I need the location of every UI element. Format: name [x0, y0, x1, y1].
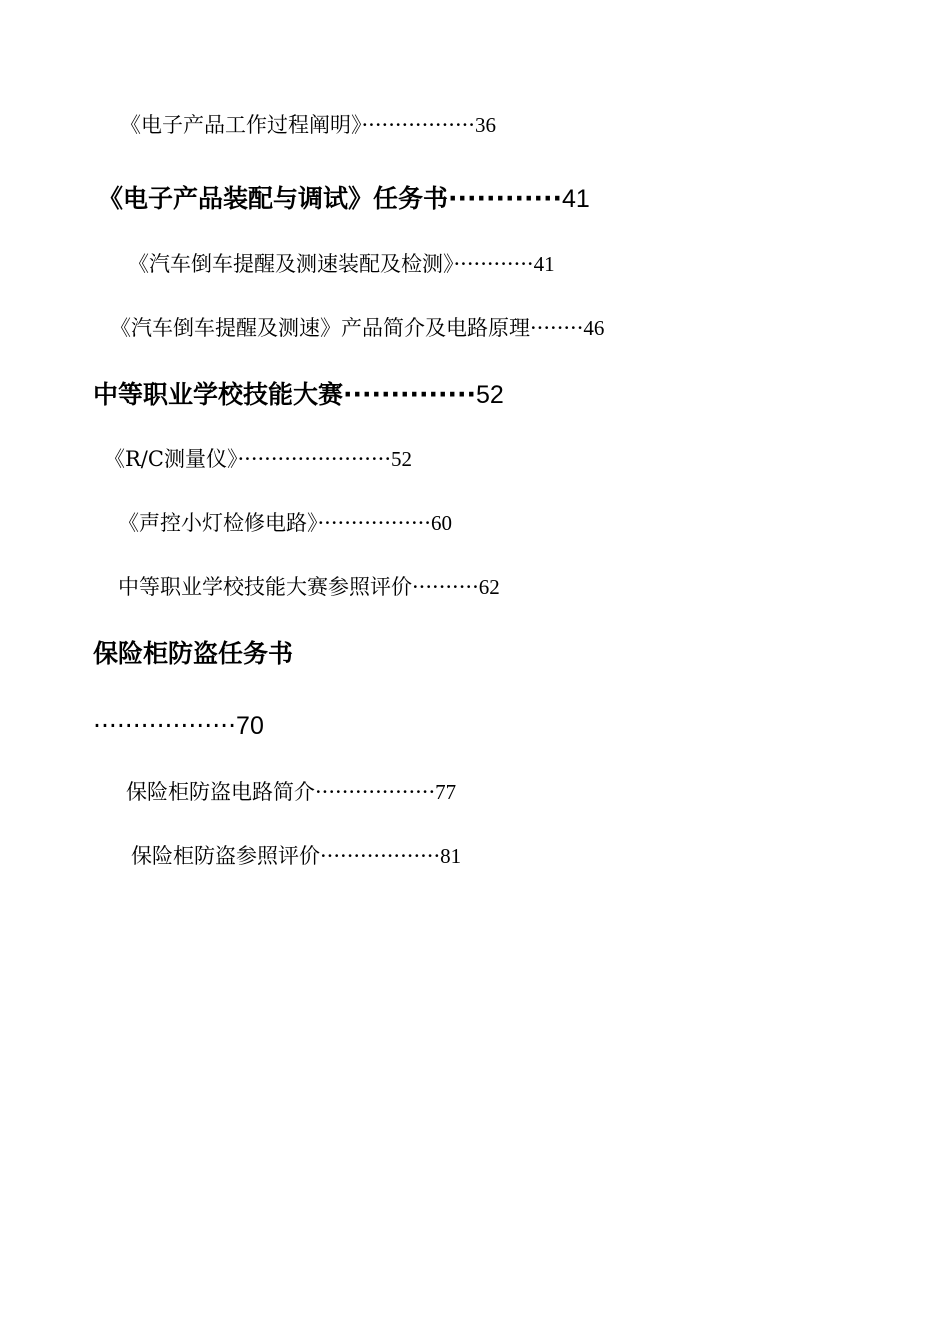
toc-leader-dots: ······················· [237, 447, 392, 471]
toc-page-number: 60 [430, 511, 452, 535]
toc-entry-title: 《电子产品工作过程阐明》 [120, 113, 362, 137]
toc-leader-dots: ·········· [412, 575, 479, 599]
toc-page-number: 70 [236, 712, 264, 740]
toc-entry-title: 保险柜防盗参照评价 [131, 844, 320, 868]
toc-page-number: 36 [474, 113, 496, 137]
toc-leader-dots: ················· [317, 511, 431, 535]
toc-page-number: 41 [533, 252, 555, 276]
toc-entry [104, 449, 412, 470]
toc-entry-title: 保险柜防盗任务书 [93, 639, 294, 668]
toc-leader-dots: ············ [453, 252, 534, 276]
toc-leader-dots: ········ [530, 316, 584, 340]
toc-page-number: 77 [435, 780, 457, 804]
toc-entry [93, 382, 504, 408]
toc-entry [118, 577, 500, 598]
toc-entry [120, 115, 496, 136]
toc-page-number: 46 [583, 316, 605, 340]
toc-entry-title: 中等职业学校技能大赛 [93, 380, 344, 409]
toc-page-number: 62 [478, 575, 500, 599]
toc-page-number: 41 [561, 185, 590, 213]
toc-entry-title: 中等职业学校技能大赛参照评价 [118, 575, 412, 599]
toc-page-number: 81 [440, 844, 462, 868]
toc-entry-title: 保险柜防盗电路简介 [126, 780, 315, 804]
toc-leader-dots: ················· [361, 113, 475, 137]
toc-leader-dots: ·················· [320, 844, 441, 868]
toc-leader-dots: ·············· [343, 380, 476, 409]
toc-entry [131, 846, 461, 867]
toc-entry-title: 《电子产品装配与调试》任务书 [98, 184, 449, 213]
toc-entry-title: 《R/C测量仪》 [104, 447, 238, 471]
toc-leader-dots: ·················· [315, 780, 436, 804]
toc-entry-title: 《汽车倒车提醒及测速》产品简介及电路原理 [110, 316, 530, 340]
toc-entry [128, 254, 555, 275]
toc-page-number: 52 [391, 447, 413, 471]
toc-entry [118, 513, 452, 534]
toc-leader-dots: ············ [448, 184, 562, 213]
toc-entry-title: 《汽车倒车提醒及测速装配及检测》 [128, 252, 454, 276]
toc-entry [110, 318, 604, 339]
toc-page-number: 52 [475, 381, 504, 409]
toc-entry-continuation [93, 713, 264, 739]
toc-entry [126, 782, 456, 803]
toc-entry [93, 641, 293, 666]
toc-entry [98, 186, 590, 212]
toc-entry-title: 《声控小灯检修电路》 [118, 511, 318, 535]
toc-leader-dots: ·················· [93, 711, 237, 740]
